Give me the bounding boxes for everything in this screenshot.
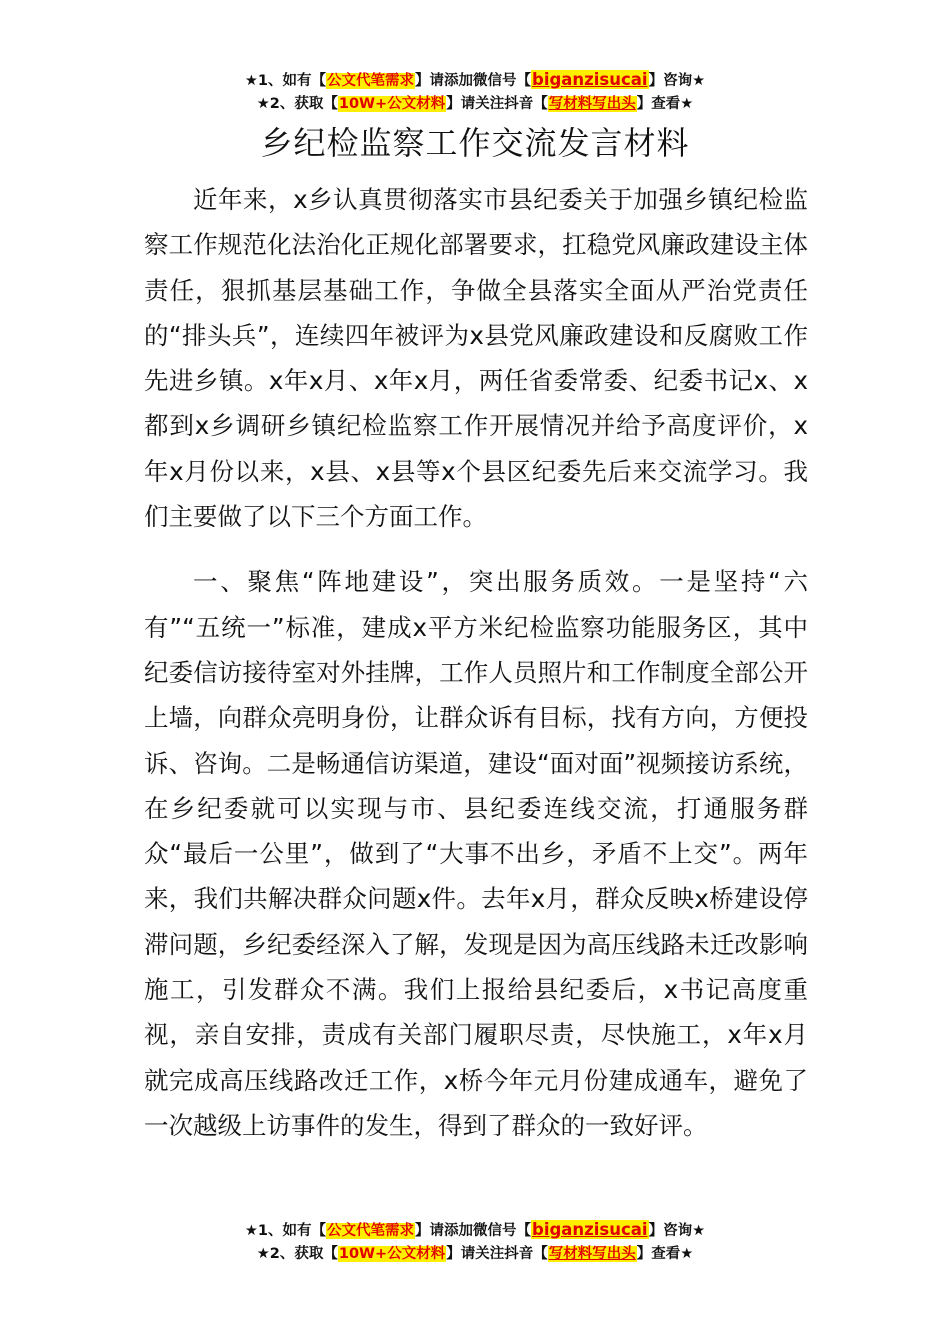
promo-line-2-prefix: ★2、获取【 — [256, 1246, 338, 1262]
promo-highlight-service: 公文代笔需求 — [327, 1223, 415, 1239]
promo-line-2-prefix: ★2、获取【 — [256, 96, 338, 112]
paragraph-intro: 近年来，x乡认真贯彻落实市县纪委关于加强乡镇纪检监察工作规范化法治化正规化部署要求，扛稳党风廉政建设主体责任，狠抓基层基础工作，争做全县落实全面从严治党责任的“排头兵”，连续四年被评为x县党风廉政建设和反腐败工作先进乡镇。x年x月、x年x月，两任省委常委、纪委书记x、x都到x乡调研乡镇纪检监察工作开展情况并给予高度评价，x年x月份以来，x县、x县等x个县区纪委先后来交流学习。我们主要做了以下三个方面工作。 — [144, 185, 808, 532]
promo-wechat-id[interactable]: biganzisucai — [532, 1220, 648, 1239]
promo-line-1-prefix: ★1、如有【 — [244, 73, 327, 89]
promo-line-2 — [0, 92, 950, 116]
document-title: 乡纪检监察工作交流发言材料 — [260, 124, 690, 162]
promo-douyin-account[interactable]: 写材料写出头 — [548, 96, 636, 112]
promo-line-2-middle: 】请关注抖音【 — [446, 96, 548, 112]
promo-line-1 — [0, 1218, 950, 1242]
promo-line-2-suffix: 】查看★ — [636, 1246, 694, 1262]
promo-line-1 — [0, 68, 950, 92]
promo-line-2-middle: 】请关注抖音【 — [446, 1246, 548, 1262]
promo-line-2-suffix: 】查看★ — [636, 96, 694, 112]
promo-line-1-middle: 】请添加微信号【 — [415, 1223, 532, 1239]
promo-line-2 — [0, 1242, 950, 1266]
promo-highlight-materials: 10W+公文材料 — [338, 96, 446, 112]
top-promo-banner — [0, 68, 950, 116]
document-body — [144, 177, 808, 1148]
promo-highlight-materials: 10W+公文材料 — [338, 1246, 446, 1262]
promo-line-1-suffix: 】咨询★ — [648, 1223, 706, 1239]
paragraph-section-one: 一、聚焦“阵地建设”，突出服务质效。一是坚持“六有”“五统一”标准，建成x平方米纪检监察功能服务区，其中纪委信访接待室对外挂牌，工作人员照片和工作制度全部公开上墙，向群众亮明身份，让群众诉有目标，找有方向，方便投诉、咨询。二是畅通信访渠道，建设“面对面”视频接访系统，在乡纪委就可以实现与市、县纪委连线交流，打通服务群众“最后一公里”，做到了“大事不出乡，矛盾不上交”。两年来，我们共解决群众问题x件。去年x月，群众反映x桥建设停滞问题，乡纪委经深入了解，发现是因为高压线路未迁改影响施工，引发群众不满。我们上报给县纪委后，x书记高度重视，亲自安排，责成有关部门履职尽责，尽快施工，x年x月就完成高压线路改迁工作，x桥今年元月份建成通车，避免了一次越级上访事件的发生，得到了群众的一致好评。 — [144, 567, 808, 1140]
promo-wechat-id[interactable]: biganzisucai — [532, 70, 648, 89]
promo-douyin-account[interactable]: 写材料写出头 — [548, 1246, 636, 1262]
promo-line-1-suffix: 】咨询★ — [648, 73, 706, 89]
bottom-promo-banner — [0, 1218, 950, 1266]
promo-line-1-middle: 】请添加微信号【 — [415, 73, 532, 89]
promo-highlight-service: 公文代笔需求 — [327, 73, 415, 89]
promo-line-1-prefix: ★1、如有【 — [244, 1223, 327, 1239]
